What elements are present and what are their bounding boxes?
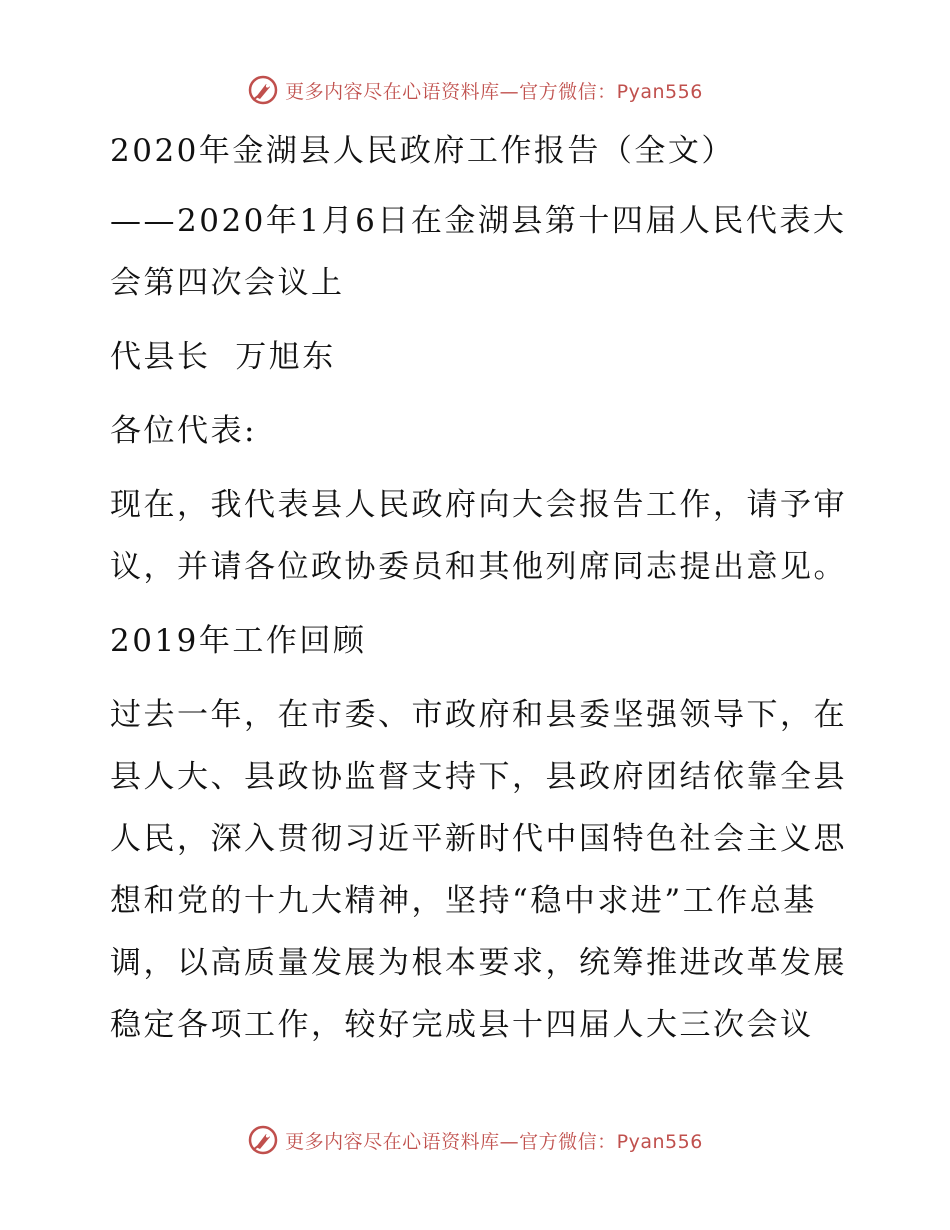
speaker-line: 代县长 万旭东 xyxy=(110,339,336,375)
document-title: 2020年金湖县人民政府工作报告（全文） xyxy=(110,133,735,169)
salutation: 各位代表: xyxy=(110,413,257,449)
section-heading: 2019年工作回顾 xyxy=(110,623,367,659)
document-subtitle: ——2020年1月6日在金湖县第十四届人民代表大会第四次会议上 xyxy=(110,203,847,301)
intro-paragraph: 现在，我代表县人民政府向大会报告工作，请予审议，并请各位政协委员和其他列席同志提出意见。 xyxy=(110,487,847,585)
watermark-footer xyxy=(0,1120,950,1160)
watermark-text: 更多内容尽在心语资料库—官方微信：Pyan556 xyxy=(285,80,703,103)
document-body xyxy=(98,120,858,1068)
pen-nib-logo-icon xyxy=(247,74,279,106)
watermark-text: 更多内容尽在心语资料库—官方微信：Pyan556 xyxy=(285,1130,703,1153)
pen-nib-logo-icon xyxy=(247,1124,279,1156)
watermark-header xyxy=(0,70,950,110)
body-paragraph: 过去一年，在市委、市政府和县委坚强领导下，在县人大、县政协监督支持下，县政府团结依靠全县人民，深入贯彻习近平新时代中国特色社会主义思想和党的十九大精神，坚持“稳中求进”工作总基调，以高质量发展为根本要求，统筹推进改革发展稳定各项工作，较好完成县十四届人大三次会议 xyxy=(110,697,847,1043)
